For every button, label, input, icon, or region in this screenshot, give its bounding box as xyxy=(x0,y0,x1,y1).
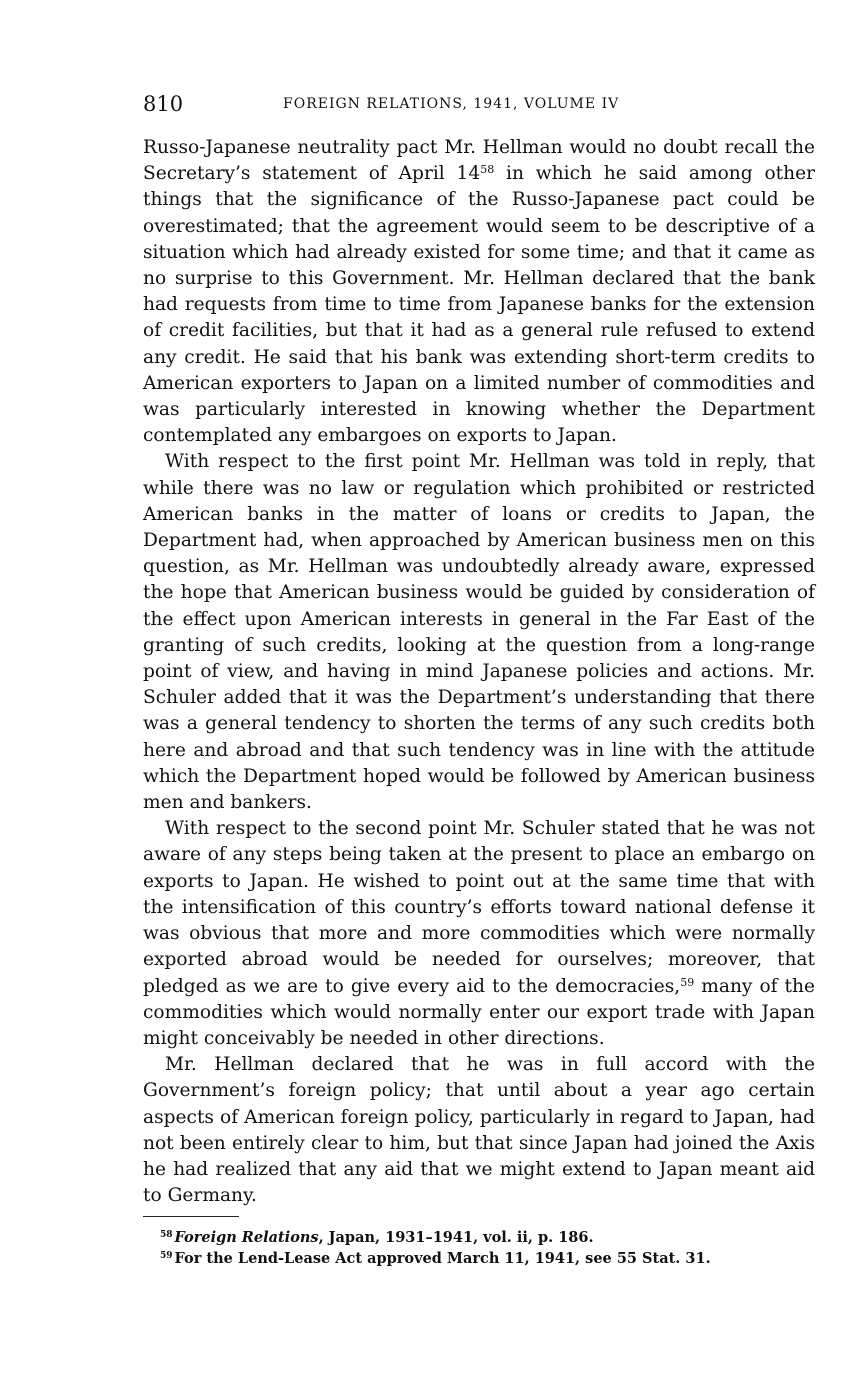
footnotes xyxy=(160,1226,800,1268)
paragraph-3 xyxy=(143,816,815,1052)
footnote-divider xyxy=(143,1216,239,1217)
footnote-ref-59[interactable]: 59 xyxy=(680,975,695,989)
paragraph-1 xyxy=(143,135,815,449)
footnote-58 xyxy=(160,1226,800,1247)
footnote-59-text: For the Lend-Lease Act approved March 11, 1941, see 55 Stat. 31. xyxy=(174,1250,711,1267)
page-number: 810 xyxy=(143,92,184,116)
footnote-ref-58[interactable]: 58 xyxy=(480,163,495,177)
paragraph-1-text-a: Russo-Japanese neutrality pact Mr. Hellman would no doubt recall the Secretary’s statement of April 14 xyxy=(143,137,815,185)
paragraph-4: Mr. Hellman declared that he was in full accord with the Government’s foreign policy; that until about a year ago certain aspects of American foreign policy, particularly in regard to Japan, had not been entirely clear to him, but that since Japan had joined the Axis he had realized that any aid that we might extend to Japan meant aid to Germany. xyxy=(143,1054,815,1207)
paragraph-3-text-a: With respect to the second point Mr. Schuler stated that he was not aware of any steps being taken at the present to place an embargo on exports to Japan. He wished to point out at the same time that with the intensification of this country’s efforts toward national defense it was obvious that more and more commodities which were normally exported abroad would be needed for ourselves; moreover, that pledged as we are to give every aid to the democracies, xyxy=(143,818,815,997)
footnote-mark: 59 xyxy=(160,1251,173,1261)
page-header xyxy=(143,90,815,118)
paragraph-1-text-b: in which he said among other things that the significance of the Russo-Japanese pact could be overestimated; that the agreement would seem to be descriptive of a situation which had already existed for some time; and that it came as no surprise to this Government. Mr. Hellman declared that the bank had requests from time to time from Japanese banks for the extension of credit facilities, but that it had as a general rule refused to extend any credit. He said that his bank was extending short-term credits to American exporters to Japan on a limited number of commodities and was particularly interested in knowing whether the Department contemplated any embargoes on exports to Japan. xyxy=(143,163,815,447)
body-text xyxy=(143,135,815,1209)
footnote-58-text: , Japan, 1931–1941, vol. ii, p. 186. xyxy=(318,1229,594,1246)
paragraph-2: With respect to the first point Mr. Hellman was told in reply, that while there was no law or regulation which prohibited or restricted American banks in the matter of loans or credits to Japan, the Department had, when approached by American business men on this question, as Mr. Hellman was undoubtedly already aware, expressed the hope that American business would be guided by consideration of the effect upon American interests in general in the Far East of the granting of such credits, looking at the question from a long-range point of view, and having in mind Japanese policies and actions. Mr. Schuler added that it was the Department’s understanding that there was a general tendency to shorten the terms of any such credits both here and abroad and that such tendency was in line with the attitude which the Department hoped would be followed by American business men and bankers. xyxy=(143,451,815,814)
footnote-59 xyxy=(160,1247,800,1268)
footnote-58-title: Foreign Relations xyxy=(174,1229,319,1246)
running-head: FOREIGN RELATIONS, 1941, VOLUME IV xyxy=(283,96,620,112)
paragraph-3-text-b: many of the commodities which would normally enter our export trade with Japan might conceivably be needed in other directions. xyxy=(143,975,815,1049)
footnote-mark: 58 xyxy=(160,1230,173,1240)
